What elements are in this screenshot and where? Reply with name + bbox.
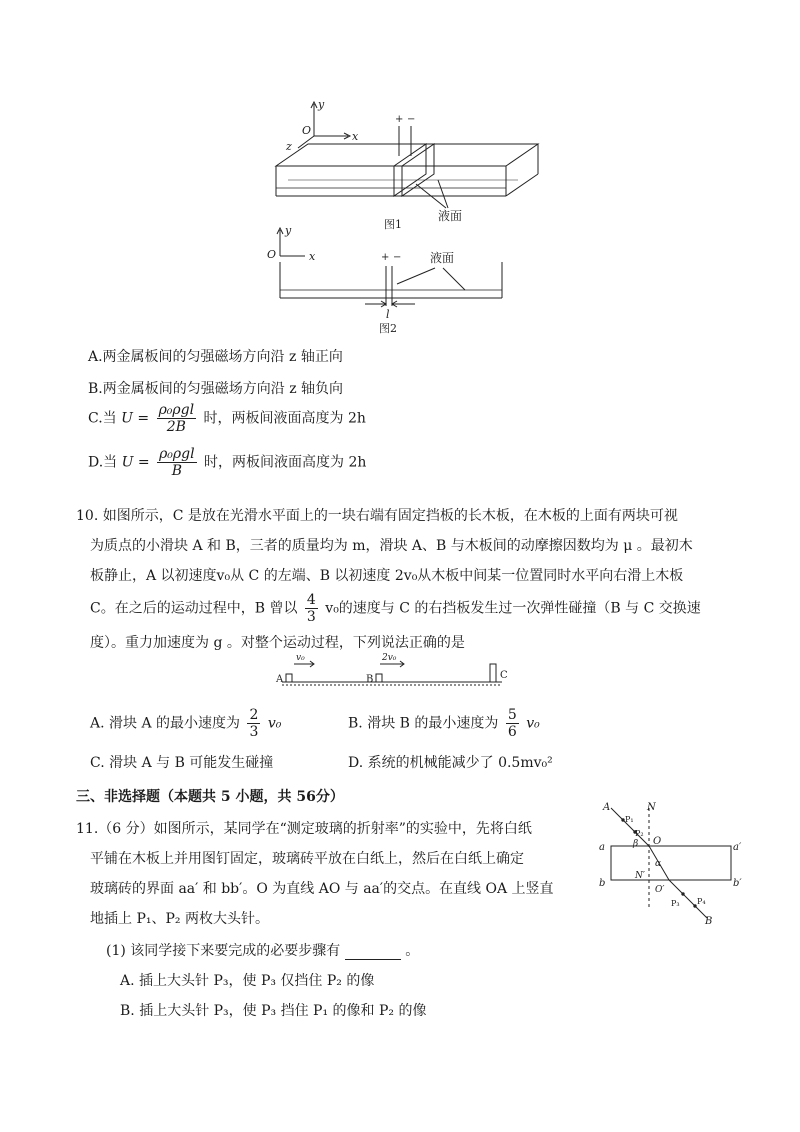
q10-option-a-text: A. 滑块 A 的最小速度为 — [90, 715, 241, 732]
q9-option-d-prefix: D.当 — [88, 454, 122, 471]
q11-fig-label-b: b — [599, 878, 606, 889]
fig1-axis-x: x — [352, 130, 359, 143]
figure-1 — [268, 96, 548, 236]
q9-option-c-suffix: 时，两板间液面高度为 2h — [203, 410, 366, 427]
fig2-liquid-label: 液面 — [430, 251, 455, 265]
q9-option-c-u: U = — [121, 410, 150, 427]
fig2-plus: + — [381, 252, 390, 263]
q9-option-d-fraction — [157, 446, 197, 479]
q10-line-4-suffix: v₀的速度与 C 的右挡板发生过一次弹性碰撞（B 与 C 交换速 — [325, 600, 701, 617]
fig2-origin: O — [267, 248, 277, 261]
q11-figure — [593, 800, 743, 930]
q10-option-a — [90, 707, 281, 740]
q10-line-4-fraction — [305, 592, 318, 625]
q11-fig-label-A: A — [603, 802, 611, 813]
figure-2 — [265, 226, 515, 336]
q9-option-d-u: U = — [121, 454, 150, 471]
q9-option-d — [88, 446, 366, 479]
q9-option-c-prefix: C.当 — [88, 410, 122, 427]
fig1-caption: 图1 — [384, 218, 402, 231]
q11-fig-label-a-prime: a′ — [733, 842, 742, 853]
q9-option-c-fraction — [157, 402, 197, 435]
q11-step-a: A. 插上大头针 P₃，使 P₃ 仅挡住 P₂ 的像 — [120, 973, 375, 989]
q11-fig-label-N-prime: N′ — [635, 871, 645, 881]
q9-option-c-denominator: 2B — [166, 419, 186, 435]
fig1-minus: − — [407, 114, 416, 125]
q10-fig-2v0: 2v₀ — [382, 653, 397, 663]
q11-fig-label-O-prime: O′ — [655, 885, 665, 895]
q11-fig-label-a: a — [599, 842, 605, 853]
q9-option-d-denominator: B — [171, 463, 182, 479]
q10-line-3: 板静止，A 以初速度v₀从 C 的左端、B 以初速度 2v₀从木板中间某一位置同时水平向右滑上木板 — [90, 568, 684, 584]
q11-line-2: 平铺在木板上并用图钉固定，玻璃砖平放在白纸上，然后在白纸上确定 — [90, 851, 524, 867]
q9-option-c — [88, 402, 366, 435]
q11-fig-label-P3: P₃ — [671, 899, 680, 908]
q11-fig-label-O: O — [653, 836, 662, 847]
q11-fig-label-b-prime: b′ — [733, 878, 742, 889]
q10-option-a-fraction — [247, 707, 260, 740]
fig2-axis-x: x — [309, 250, 316, 263]
q10-figure — [272, 650, 512, 692]
fig2-caption: 图2 — [379, 322, 397, 335]
q11-fig-label-N: N — [647, 802, 656, 813]
q11-fig-label-P4: P₄ — [697, 897, 706, 906]
q10-line-1: 10. 如图所示，C 是放在光滑水平面上的一块右端有固定挡板的长木板，在木板的上面有两块可视 — [76, 508, 678, 524]
q10-line-2: 为质点的小滑块 A 和 B，三者的质量均为 m，滑块 A、B 与木板间的动摩擦因数均为 μ 。最初木 — [90, 538, 693, 554]
fig1-plus: + — [395, 114, 404, 125]
q10-option-b — [348, 707, 540, 740]
q9-option-b: B.两金属板间的匀强磁场方向沿 z 轴负向 — [88, 381, 344, 397]
q11-sub-1-suffix: 。 — [405, 943, 420, 959]
fig1-axis-z: z — [286, 140, 292, 153]
q10-option-c: C. 滑块 A 与 B 可能发生碰撞 — [90, 755, 274, 771]
q11-step-b: B. 插上大头针 P₃，使 P₃ 挡住 P₁ 的像和 P₂ 的像 — [120, 1003, 427, 1019]
q11-fig-label-P2: P₂ — [635, 829, 644, 838]
fig1-origin: O — [302, 124, 312, 137]
q11-fig-label-alpha: α — [655, 859, 662, 869]
q10-option-b-numerator: 5 — [507, 707, 517, 723]
q11-line-1: 11.（6 分）如图所示，某同学在“测定玻璃的折射率”的实验中，先将白纸 — [76, 821, 532, 837]
section-3-heading: 三、非选择题（本题共 5 小题，共 56分） — [76, 789, 344, 805]
q10-option-b-denominator: 6 — [507, 724, 517, 740]
q11-line-4: 地插上 P₁、P₂ 两枚大头针。 — [90, 911, 269, 927]
q10-fig-v0: v₀ — [296, 653, 305, 663]
q11-answer-blank[interactable] — [345, 945, 401, 960]
q10-option-a-numerator: 2 — [249, 707, 259, 723]
q10-line-4-prefix: C。在之后的运动过程中，B 曾以 — [90, 600, 298, 617]
q10-fig-label-c: C — [500, 670, 508, 681]
fig1-axis-y: y — [318, 98, 325, 111]
fig2-axis-y: y — [285, 226, 292, 237]
q10-option-d: D. 系统的机械能减少了 0.5mv₀² — [348, 755, 553, 771]
q10-line-4-denominator: 3 — [306, 609, 316, 625]
q10-option-b-text: B. 滑块 B 的最小速度为 — [348, 715, 499, 732]
q11-fig-label-beta: β — [633, 839, 639, 849]
q9-option-c-numerator: ρ₀ρgl — [158, 402, 195, 418]
q10-option-b-fraction — [506, 707, 519, 740]
q11-fig-label-B: B — [705, 916, 713, 927]
q10-fig-label-b: B — [366, 674, 374, 685]
q10-line-4 — [90, 592, 701, 625]
q11-fig-label-P1: P₁ — [625, 815, 634, 824]
fig1-liquid-label: 液面 — [438, 209, 463, 223]
q11-line-3: 玻璃砖的界面 aa′ 和 bb′。O 为直线 AO 与 aa′的交点。在直线 OA 上竖直 — [90, 881, 554, 897]
q11-sub-1-prefix: (1) 该同学接下来要完成的必要步骤有 — [106, 943, 341, 959]
fig2-minus: − — [393, 252, 402, 263]
q11-sub-1 — [106, 940, 419, 960]
q10-line-5: 度）。重力加速度为 g 。对整个运动过程，下列说法正确的是 — [90, 635, 465, 651]
q10-fig-label-a: A — [276, 674, 284, 685]
fig2-gap-label: l — [386, 308, 390, 321]
q10-option-b-v0: v₀ — [526, 715, 540, 732]
q10-option-a-denominator: 3 — [249, 724, 259, 740]
q9-option-a: A.两金属板间的匀强磁场方向沿 z 轴正向 — [88, 349, 343, 365]
q10-line-4-numerator: 4 — [306, 592, 316, 608]
q9-option-d-numerator: ρ₀ρgl — [159, 446, 195, 462]
q10-option-a-v0: v₀ — [267, 715, 282, 732]
q9-option-d-suffix: 时，两板间液面高度为 2h — [204, 454, 367, 471]
